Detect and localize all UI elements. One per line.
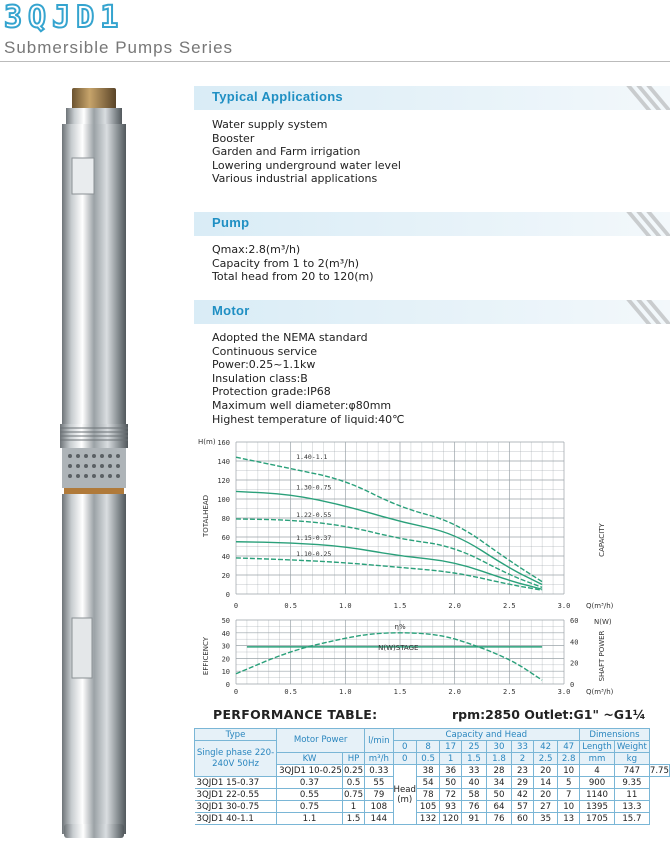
y-axis-label: TOTALHEAD — [202, 494, 210, 538]
head-cell: 144 — [365, 813, 393, 825]
lmin-cell: 42 — [534, 741, 558, 753]
m3h-cell: 2 — [511, 753, 533, 765]
type-cell: 3QJD1 40-1.1 — [195, 813, 277, 825]
head-label-cell: Head (m) — [393, 765, 416, 825]
col-length-header: Length — [580, 741, 615, 753]
type-cell: 3QJD1 30-0.75 — [195, 801, 277, 813]
head-cell: 108 — [365, 801, 393, 813]
list-item: Capacity from 1 to 2(m³/h) — [212, 256, 360, 270]
head-cell: 36 — [440, 765, 462, 777]
m3h-cell: 1.5 — [462, 753, 487, 765]
head-cell: 55 — [365, 777, 393, 789]
kw-cell: 0.55 — [277, 789, 343, 801]
hp-cell: 0.5 — [342, 777, 364, 789]
length-cell: 900 — [580, 777, 615, 789]
head-cell: 29 — [511, 777, 533, 789]
list-item: Power:0.25~1.1kw — [212, 358, 316, 372]
y-tick-label: 120 — [217, 477, 230, 485]
lmin-cell: 17 — [440, 741, 462, 753]
head-cell: 76 — [462, 801, 487, 813]
hp-cell: 1 — [342, 801, 364, 813]
hp-cell: 0.75 — [343, 789, 364, 800]
section-title-applications: Typical Applications — [212, 89, 343, 104]
col-capacity-header: Capacity and Head — [393, 729, 580, 741]
head-cell: 64 — [486, 801, 511, 813]
list-item: Qmax:2.8(m³/h) — [212, 243, 301, 256]
kw-cell: 0.37 — [277, 777, 343, 789]
head-cell: 50 — [486, 789, 511, 801]
col-phase-header: Single phase 220-240V 50Hz — [195, 741, 277, 777]
x-tick-label: 1.5 — [393, 688, 407, 696]
motor-specs-list — [212, 331, 405, 426]
head-cell: 28 — [486, 765, 511, 777]
head-cell: 20 — [534, 765, 558, 777]
table-row — [195, 801, 670, 813]
section-bar-pump — [194, 212, 670, 236]
x-tick-label: 1.0 — [339, 688, 352, 696]
head-cell: 14 — [534, 777, 558, 789]
head-cell: 20 — [534, 789, 558, 801]
right-tick-label: 0 — [570, 681, 575, 689]
m3h-cell: 0 — [393, 753, 416, 765]
list-item: Water supply system — [212, 118, 328, 131]
applications-list — [212, 118, 401, 186]
right-axis-label: CAPACITY — [598, 523, 606, 557]
y-tick-label: 40 — [221, 553, 230, 561]
right-tick-label: 60 — [570, 617, 579, 625]
lmin-cell: 30 — [486, 741, 511, 753]
length-cell: 1395 — [580, 801, 615, 813]
x-tick-label: 3.0 — [557, 602, 571, 610]
col-hp-header: HP — [342, 753, 364, 765]
col-type-header: Type — [195, 729, 277, 741]
head-cell: 40 — [462, 777, 487, 789]
section-bar-applications — [194, 86, 670, 110]
y-tick-label: 10 — [221, 668, 230, 677]
col-m3h-header: m³/h — [365, 753, 393, 765]
series-label: 1.22-0.55 — [296, 510, 332, 519]
head-cell: 54 — [416, 777, 439, 789]
y-tick-label: 100 — [217, 496, 230, 504]
series-subtitle: Submersible Pumps Series — [4, 38, 234, 57]
col-dimensions-header: Dimensions — [580, 729, 650, 741]
m3h-cell: 1 — [440, 753, 462, 765]
x-tick-label: 2.5 — [503, 688, 516, 696]
lmin-cell: 8 — [416, 741, 439, 753]
right-axis-label: SHAFT POWER — [598, 630, 606, 682]
head-cell: 93 — [440, 801, 462, 813]
weight-cell: 15.7 — [614, 813, 649, 825]
y-tick-label: 160 — [217, 439, 230, 447]
weight-cell: 7.75 — [649, 765, 669, 776]
y-tick-label: 140 — [217, 458, 230, 466]
section-title-motor: Motor — [212, 303, 250, 318]
x-tick-label: 1.0 — [339, 602, 352, 610]
efficiency-power-chart — [196, 616, 616, 698]
y-tick-label: 60 — [221, 534, 230, 542]
efficiency-label: η% — [394, 622, 406, 631]
list-item: Adopted the NEMA standard — [212, 331, 368, 344]
y-tick-label: 20 — [221, 655, 230, 664]
performance-table — [194, 728, 670, 825]
col-lmin-header: l/min — [365, 729, 393, 753]
list-item: Lowering underground water level — [212, 158, 401, 172]
col-kw-header: KW — [277, 753, 343, 765]
pump-product-image — [52, 88, 142, 840]
col-kg-header: kg — [614, 753, 649, 765]
kw-cell: 1.1 — [277, 813, 343, 825]
head-cell: 34 — [486, 777, 511, 789]
list-item: Booster — [212, 131, 255, 145]
series-label: 1.30-0.75 — [296, 483, 332, 492]
hp-cell: 1.5 — [342, 813, 364, 825]
rpm-outlet-label: rpm:2850 Outlet:G1" ~G1¼ — [452, 707, 646, 722]
list-item: Garden and Farm irrigation — [212, 145, 361, 159]
y-tick-label: 20 — [221, 572, 230, 580]
head-cell: 5 — [558, 777, 580, 789]
head-cell: 79 — [365, 789, 393, 801]
head-cell: 105 — [416, 801, 439, 813]
head-cell: 50 — [440, 777, 462, 789]
head-cell: 132 — [416, 813, 439, 825]
brand-title: 3QJD1 — [4, 0, 125, 35]
x-tick-label: 2.0 — [448, 688, 461, 696]
head-cell: 33 — [462, 765, 487, 777]
weight-cell: 11 — [614, 789, 649, 801]
list-item: Total head from 20 to 120(m) — [212, 270, 374, 284]
y-axis-label: EFFICENCY — [202, 636, 210, 676]
x-tick-label: 2.5 — [503, 602, 516, 610]
x-tick-label: 0.5 — [284, 602, 297, 610]
right-unit-label: N(W) — [594, 618, 612, 626]
kw-cell: 0.75 — [277, 801, 343, 813]
list-item: Continuous service — [212, 344, 318, 358]
list-item: Highest temperature of liquid:40℃ — [212, 412, 405, 426]
head-cell: 76 — [486, 813, 511, 825]
header-rule — [0, 61, 670, 62]
weight-cell: 9.35 — [614, 777, 649, 789]
x-tick-label: 1.5 — [393, 602, 407, 610]
x-axis-label: Q(m³/h) — [586, 688, 614, 696]
power-label: N(W)STAGE — [378, 643, 419, 652]
length-cell: 1705 — [580, 813, 615, 825]
pump-specs-list — [212, 243, 374, 284]
head-cell: 91 — [462, 813, 487, 825]
x-tick-label: 0 — [233, 602, 239, 610]
type-cell: 3QJD1 10-0.25 — [277, 765, 343, 777]
performance-table-title: PERFORMANCE TABLE: — [213, 707, 378, 722]
head-cell: 78 — [416, 789, 439, 801]
y-tick-label: 40 — [221, 629, 230, 638]
head-cell: 42 — [511, 789, 533, 801]
kw-cell: 0.25 — [343, 765, 364, 776]
hp-cell: 0.33 — [365, 765, 393, 777]
head-cell: 7 — [558, 789, 580, 801]
head-cell: 58 — [462, 789, 487, 801]
list-item: Maximum well diameter:φ80mm — [212, 398, 392, 412]
head-cell: 27 — [534, 801, 558, 813]
head-cell: 23 — [511, 765, 533, 777]
table-row — [195, 813, 670, 825]
y-tick-label: 30 — [221, 642, 230, 651]
weight-cell: 13.3 — [614, 801, 649, 813]
right-tick-label: 40 — [570, 638, 579, 647]
y-tick-label: 0 — [225, 681, 230, 689]
list-item: Protection grade:IP68 — [212, 385, 331, 399]
length-cell: 747 — [614, 765, 649, 777]
table-row — [195, 789, 670, 801]
y-tick-label: 0 — [225, 591, 230, 599]
x-tick-label: 0.5 — [284, 688, 297, 696]
head-cell: 10 — [558, 765, 580, 777]
head-cell: 60 — [511, 813, 533, 825]
m3h-cell: 1.8 — [486, 753, 511, 765]
col-mm-header: mm — [580, 753, 615, 765]
lmin-cell: 33 — [511, 741, 533, 753]
col-motor-header: Motor Power — [277, 729, 365, 753]
m3h-cell: 2.5 — [534, 753, 558, 765]
lmin-cell: 47 — [558, 741, 580, 753]
list-item: Various industrial applications — [212, 172, 378, 186]
x-tick-label: 3.0 — [557, 688, 571, 696]
head-cell: 120 — [440, 813, 462, 825]
head-capacity-chart — [196, 436, 616, 612]
head-cell: 57 — [511, 801, 533, 813]
lmin-cell: 0 — [393, 741, 416, 753]
series-label: 1.10-0.25 — [296, 549, 332, 558]
head-cell: 4 — [580, 765, 615, 777]
right-tick-label: 20 — [570, 659, 579, 668]
x-axis-label: Q(m³/h) — [586, 602, 614, 610]
head-cell: 72 — [440, 789, 462, 801]
col-weight-header: Weight — [614, 741, 649, 753]
y-unit-label: H(m) — [198, 438, 216, 446]
type-cell: 3QJD1 15-0.37 — [195, 777, 277, 789]
x-tick-label: 0 — [233, 688, 239, 696]
m3h-cell: 0.5 — [416, 753, 439, 765]
list-item: Insulation class:B — [212, 371, 308, 385]
y-tick-label: 80 — [221, 515, 230, 523]
head-cell: 10 — [558, 801, 580, 813]
x-tick-label: 2.0 — [448, 602, 461, 610]
head-cell: 38 — [416, 765, 439, 777]
type-cell: 3QJD1 22-0.55 — [195, 789, 277, 801]
section-title-pump: Pump — [212, 215, 250, 230]
head-cell: 35 — [534, 813, 558, 825]
length-cell: 1140 — [580, 789, 615, 801]
m3h-cell: 2.8 — [558, 753, 580, 765]
section-bar-motor — [194, 300, 670, 324]
y-tick-label: 50 — [221, 617, 230, 625]
series-label: 1.40-1.1 — [296, 453, 328, 462]
table-row — [195, 777, 670, 789]
head-cell: 13 — [558, 813, 580, 825]
lmin-cell: 25 — [462, 741, 487, 753]
series-label: 1.15-0.37 — [296, 533, 332, 542]
